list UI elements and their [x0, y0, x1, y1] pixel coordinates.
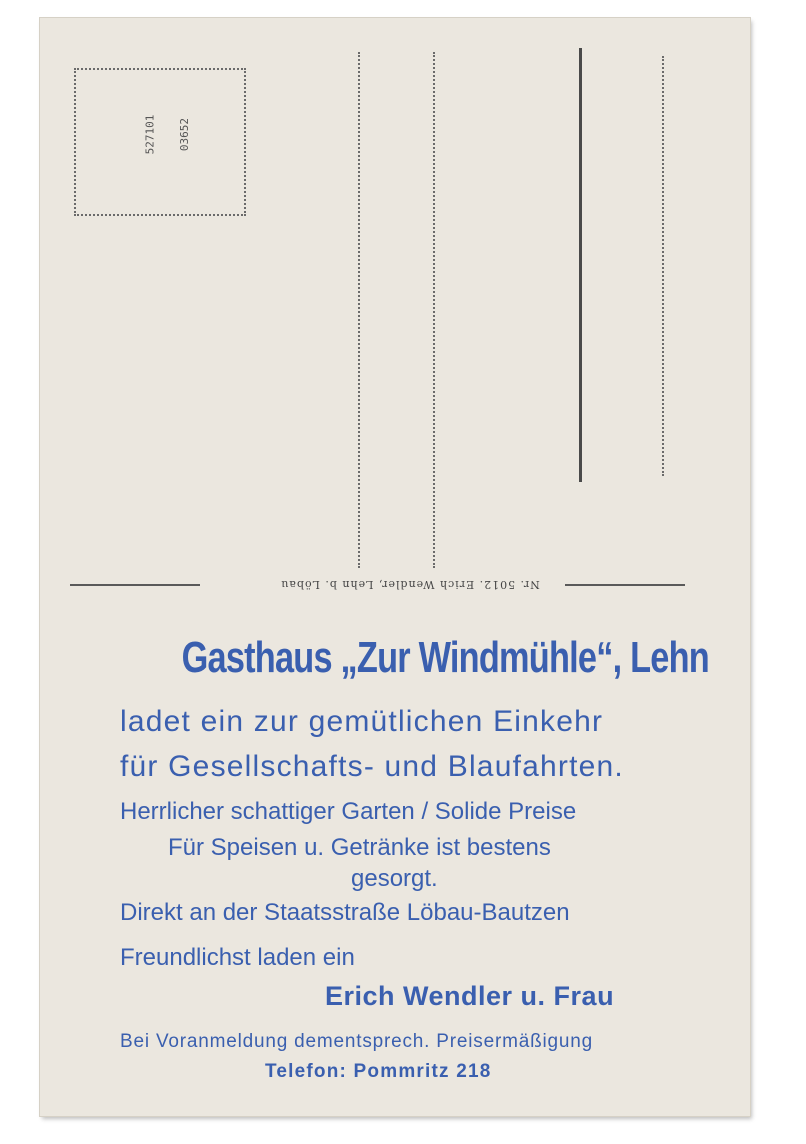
stamp-number-b: 03652: [178, 117, 192, 152]
rule-right: [565, 584, 685, 586]
stamp-box: [74, 68, 246, 216]
postcard-back: [40, 18, 750, 1116]
rule-left: [70, 584, 200, 586]
advert-line-5: gesorgt.: [351, 865, 438, 892]
advert-line-2: für Gesellschafts- und Blaufahrten.: [120, 750, 624, 783]
divider-dotted-left: [358, 52, 360, 568]
advert-line-4: Für Speisen u. Getränke ist bestens: [168, 834, 551, 861]
advert-line-1: ladet ein zur gemütlichen Einkehr: [120, 705, 604, 738]
advert-line-7: Freundlichst laden ein: [120, 944, 355, 971]
signature: Erich Wendler u. Frau: [325, 981, 615, 1011]
telephone: Telefon: Pommritz 218: [265, 1061, 492, 1082]
reservation-note: Bei Voranmeldung dementsprech. Preisermäßigung: [120, 1031, 593, 1052]
advert-line-3: Herrlicher schattiger Garten / Solide Preise: [120, 798, 577, 825]
stamp-number-a: 527101: [143, 114, 157, 155]
imprint-row: [70, 578, 685, 592]
advert-line-6: Direkt an der Staatsstraße Löbau-Bautzen: [120, 899, 570, 926]
headline: Gasthaus „Zur Windmühle“, Lehn: [181, 633, 709, 682]
address-line-dotted: [662, 56, 664, 476]
publisher-imprint: Nr. 5012. Erich Wendler, Lehn b. Löbau: [280, 578, 540, 591]
address-line-solid: [579, 48, 582, 482]
divider-dotted-mid: [433, 52, 435, 568]
